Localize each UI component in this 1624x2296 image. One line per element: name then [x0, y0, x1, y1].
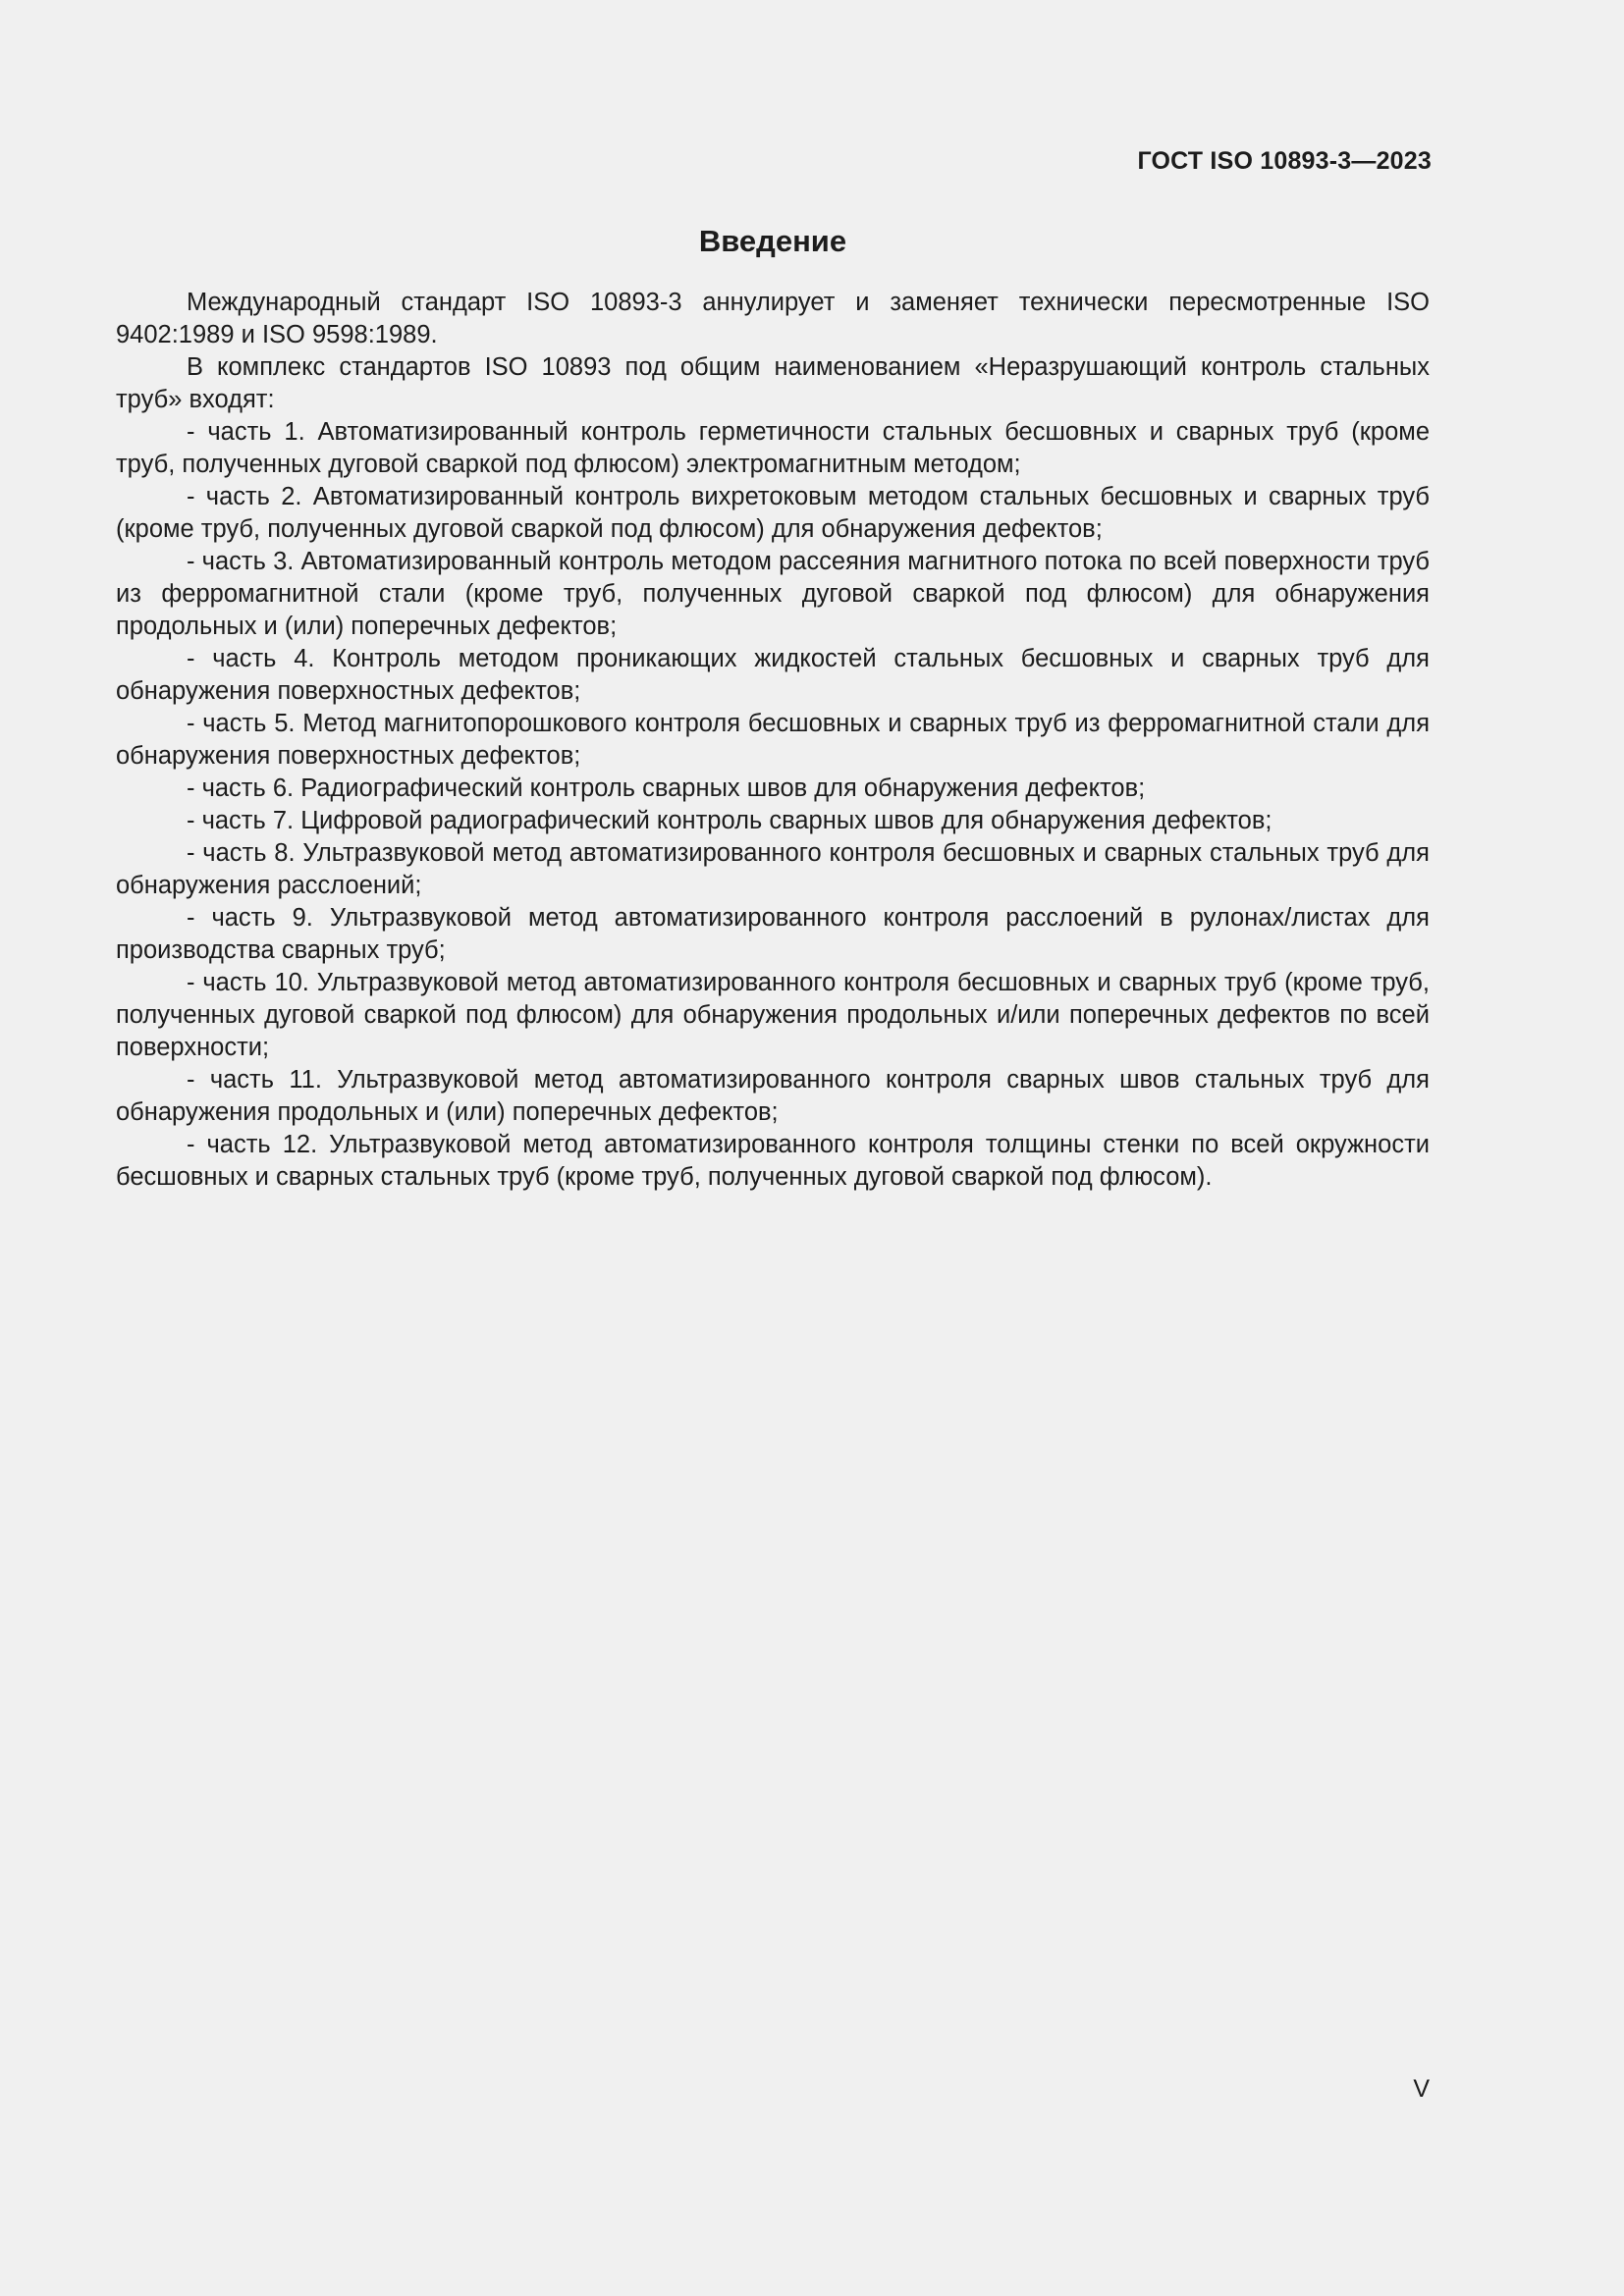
list-item-part-5: - часть 5. Метод магнитопорошкового контроля бесшовных и сварных труб из ферромагнитной стали для обнаружения поверхностных дефектов; [116, 710, 1430, 770]
list-item-part-3: - часть 3. Автоматизированный контроль методом рассеяния магнитного потока по всей поверхности труб из ферромагнитной стали (кроме труб, полученных дуговой сваркой под флюсом) для обнаружения продольных и (или) поперечных дефектов; [116, 548, 1430, 640]
list-item-part-6: - часть 6. Радиографический контроль сварных швов для обнаружения дефектов; [187, 774, 1146, 802]
introduction-body [116, 287, 1430, 1194]
list-item-part-1: - часть 1. Автоматизированный контроль герметичности стальных бесшовных и сварных труб (кроме труб, полученных дуговой сваркой под флюсом) электромагнитным методом; [116, 418, 1430, 478]
list-item-part-2: - часть 2. Автоматизированный контроль вихретоковым методом стальных бесшовных и сварных труб (кроме труб, полученных дуговой сваркой под флюсом) для обнаружения дефектов; [116, 483, 1430, 543]
list-item-part-10: - часть 10. Ультразвуковой метод автоматизированного контроля бесшовных и сварных труб (кроме труб, полученных дуговой сваркой под флюсом) для обнаружения продольных и/или поперечных дефектов по всей поверхности; [116, 969, 1430, 1061]
list-item-part-7: - часть 7. Цифровой радиографический контроль сварных швов для обнаружения дефектов; [187, 807, 1272, 834]
list-item-part-11: - часть 11. Ультразвуковой метод автоматизированного контроля сварных швов стальных труб для обнаружения продольных и (или) поперечных дефектов; [116, 1066, 1430, 1126]
section-title: Введение [698, 224, 847, 258]
list-item-part-8: - часть 8. Ультразвуковой метод автоматизированного контроля бесшовных и сварных стальных труб для обнаружения расслоений; [116, 839, 1430, 899]
list-item-part-12: - часть 12. Ультразвуковой метод автоматизированного контроля толщины стенки по всей окружности бесшовных и сварных стальных труб (кроме труб, полученных дуговой сваркой под флюсом). [116, 1131, 1430, 1191]
intro-paragraph-annulment: Международный стандарт ISO 10893-3 аннулирует и заменяет технически пересмотренные ISO 9402:1989 и ISO 9598:1989. [116, 289, 1430, 348]
page-number: V [1413, 2075, 1430, 2103]
list-item-part-9: - часть 9. Ультразвуковой метод автоматизированного контроля расслоений в рулонах/листах для производства сварных труб; [116, 904, 1430, 964]
list-item-part-4: - часть 4. Контроль методом проникающих жидкостей стальных бесшовных и сварных труб для обнаружения поверхностных дефектов; [116, 645, 1430, 705]
document-code-header: ГОСТ ISO 10893-3—2023 [1137, 147, 1432, 175]
intro-paragraph-series: В комплекс стандартов ISO 10893 под общим наименованием «Неразрушающий контроль стальных труб» входят: [116, 353, 1430, 413]
